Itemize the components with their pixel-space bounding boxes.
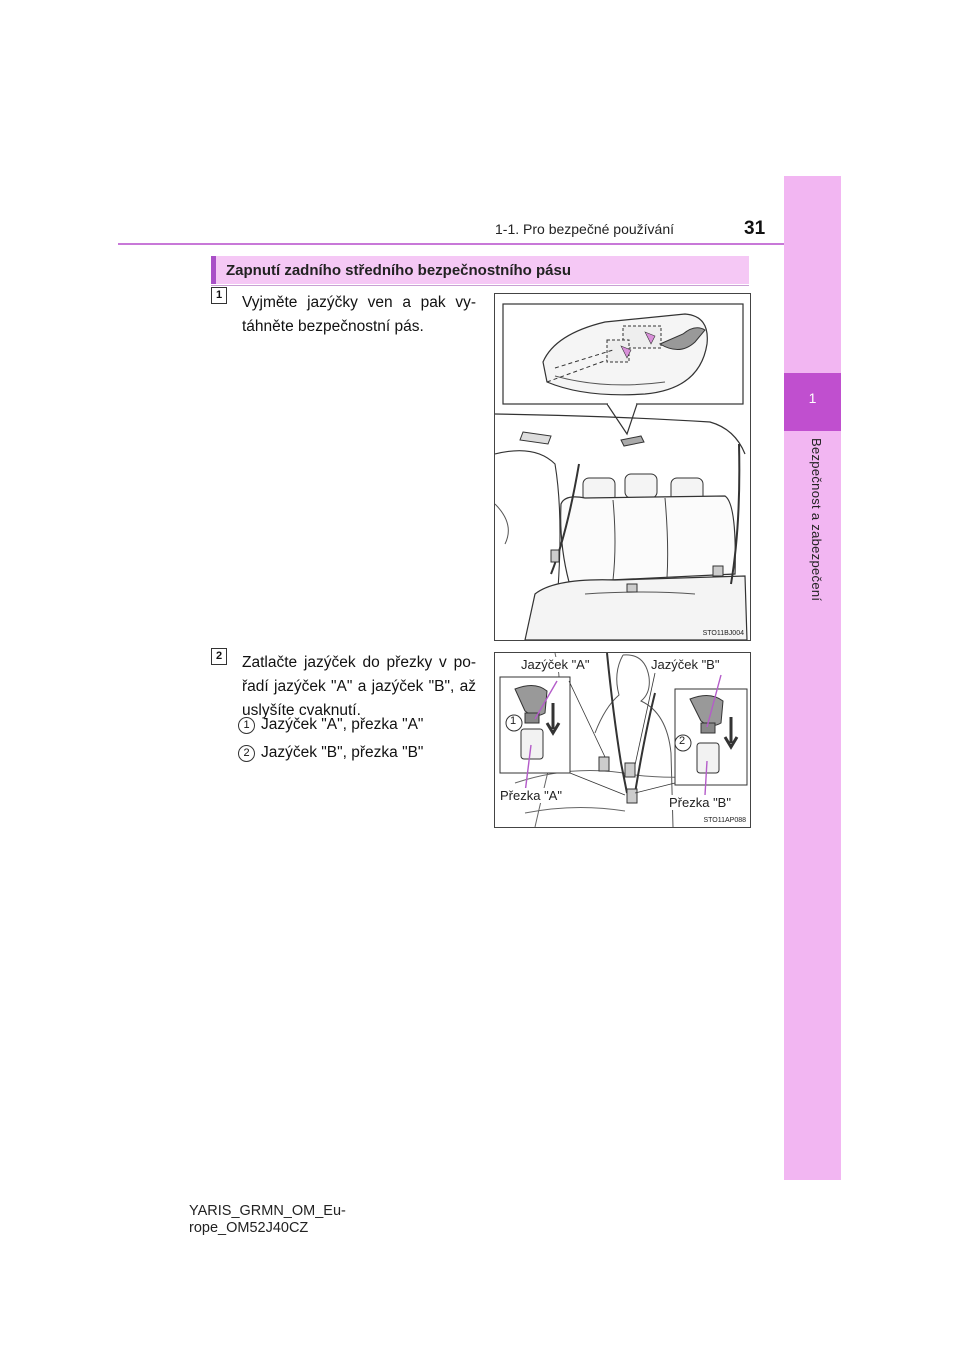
figure-code: STO11BJ004 xyxy=(702,630,744,637)
legend-number-2: 2 xyxy=(238,745,255,762)
label-num-1: 1 xyxy=(510,715,517,727)
chapter-side-tab xyxy=(784,176,841,1180)
step-number-2: 2 xyxy=(211,648,227,665)
rear-seat-illustration xyxy=(495,294,750,640)
label-buckle-b: Přezka "B" xyxy=(669,795,731,810)
label-buckle-a: Přezka "A" xyxy=(500,788,562,803)
label-tongue-a: Jazýček "A" xyxy=(521,657,590,672)
legend-text-2: Jazýček "B", přezka "B" xyxy=(261,744,424,761)
legend-text-1: Jazýček "A", přezka "A" xyxy=(261,716,424,733)
figure-code: STO11AP088 xyxy=(703,817,746,824)
figure-rear-seat xyxy=(494,293,751,641)
label-num-2: 2 xyxy=(679,735,686,747)
legend-number-1: 1 xyxy=(238,717,255,734)
section-title: 1-1. Pro bezpečné používání xyxy=(495,221,675,237)
header-rule xyxy=(118,243,784,245)
chapter-title: Bezpečnost a zabezpečení xyxy=(809,438,824,602)
label-tongue-b: Jazýček "B" xyxy=(651,657,720,672)
chapter-number: 1 xyxy=(808,390,817,406)
page-number: 31 xyxy=(744,218,766,239)
step-text-1: Vyjměte jazýčky ven a pak vy- táhněte bezpečnostní pás. xyxy=(242,294,476,335)
footer-line-2: rope_OM52J40CZ xyxy=(189,1220,309,1236)
subsection-rule xyxy=(211,285,749,286)
document-footer xyxy=(189,1203,346,1237)
footer-line-1: YARIS_GRMN_OM_Eu- xyxy=(189,1203,346,1219)
figure-buckling xyxy=(494,652,751,828)
step-number-1: 1 xyxy=(211,287,227,304)
subsection-title: Zapnutí zadního středního bezpečnostního pásu xyxy=(226,262,571,279)
step-text-2: Zatlačte jazýček do přezky v po- řadí jazýček "A" a jazýček "B", až uslyšíte cvaknutí. xyxy=(242,654,476,719)
